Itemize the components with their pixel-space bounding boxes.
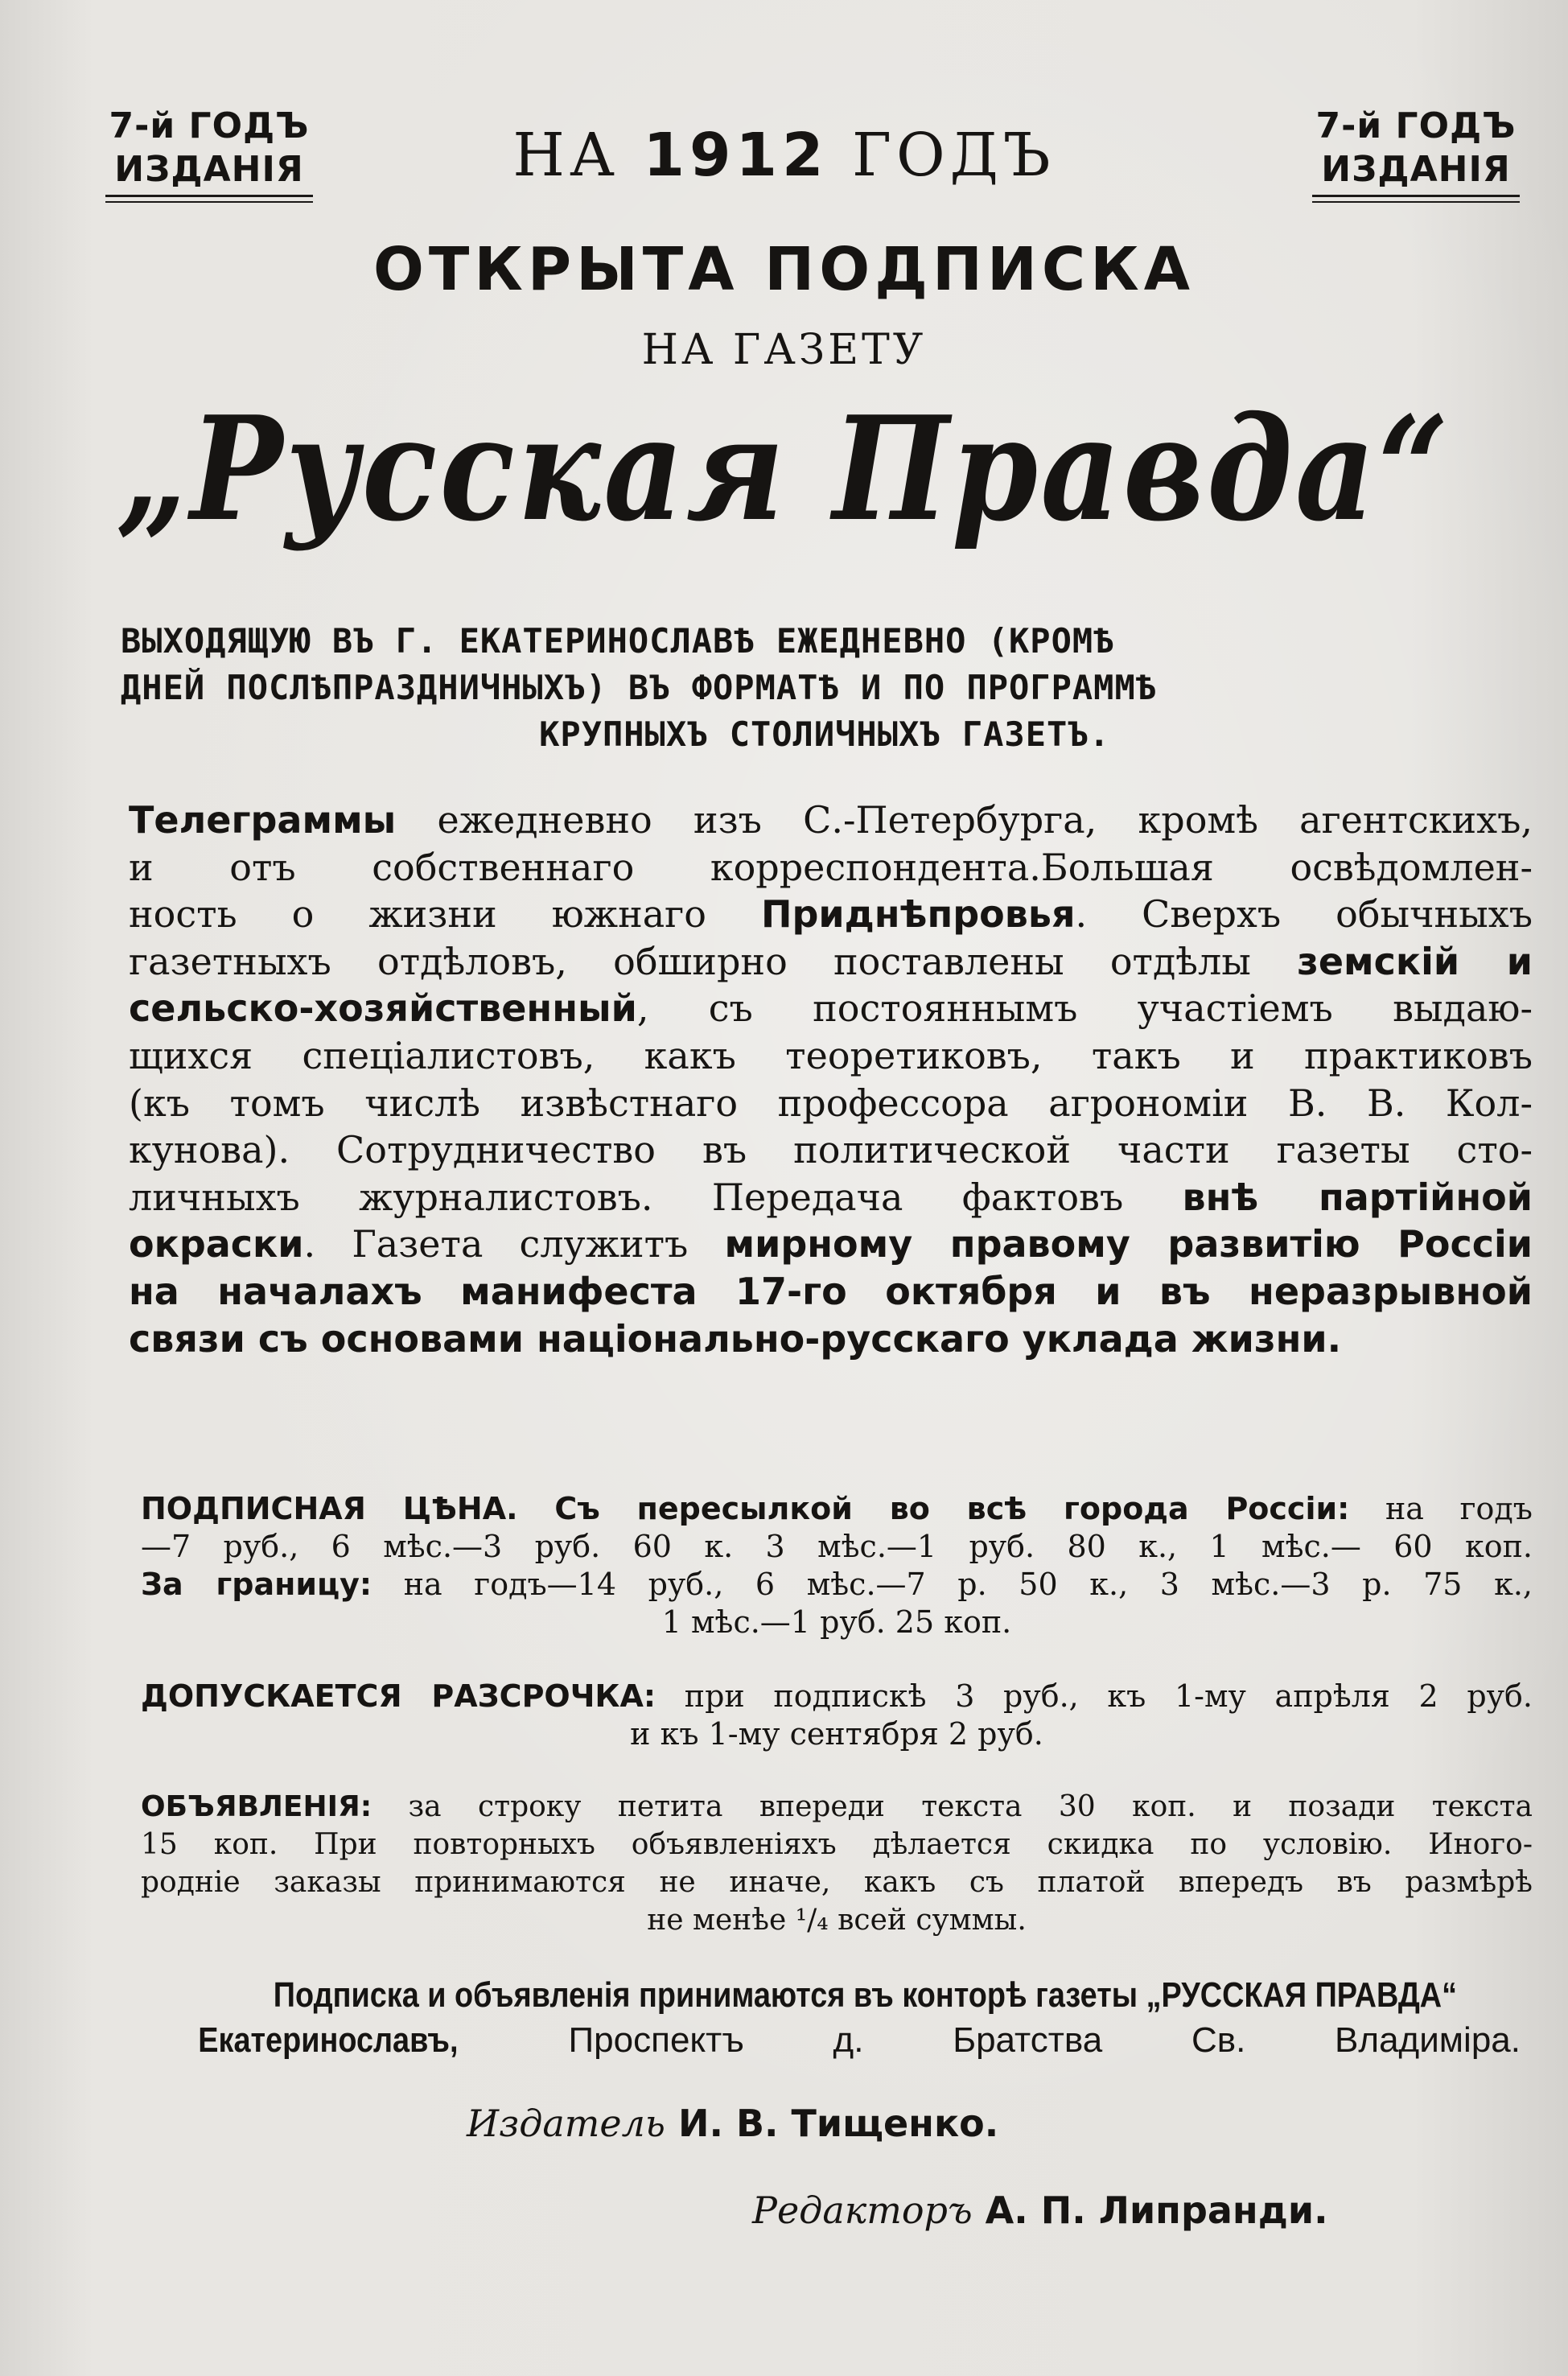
- installment-heading: ДОПУСКАЕТСЯ РАЗСРОЧКА:: [141, 1678, 656, 1714]
- accept-notice: [177, 1973, 1521, 2063]
- accept-line: [177, 1973, 1521, 2018]
- body-line: связи съ основами національно-русскаго уклада жизни.: [129, 1316, 1342, 1361]
- body-line: [129, 938, 1533, 986]
- price-heading: ПОДПИСНАЯ ЦѢНА.: [141, 1491, 518, 1526]
- body-span: личныхъ журналистовъ. Передача фактовъ: [129, 1175, 1183, 1219]
- body-line: [129, 1221, 1533, 1268]
- body-line: [129, 1174, 1533, 1221]
- body-line: (къ томъ числѣ извѣстнаго профессора агрономіи В. В. Кол-: [129, 1081, 1533, 1125]
- intro-line: КРУПНЫХЪ СТОЛИЧНЫХЪ ГАЗЕТЪ.: [539, 714, 1110, 754]
- body-line: кунова). Сотрудничество въ политической части газеты сто-: [129, 1128, 1533, 1172]
- body-bold: окраски: [129, 1222, 304, 1266]
- price-abroad-heading: За границу:: [141, 1567, 372, 1602]
- price-line: 1 мѣс.—1 руб. 25 коп.: [661, 1604, 1012, 1640]
- ads-line: [141, 1788, 1533, 1826]
- price-line: [141, 1490, 1533, 1528]
- price-line: [141, 1566, 1533, 1604]
- edition-rule: [105, 201, 313, 203]
- accept-text: Подписка и объявленія принимаются въ конторѣ газеты „РУССКАЯ ПРАВДА“: [273, 1975, 1458, 2015]
- edition-rule: [105, 195, 313, 197]
- editor-role: Редакторъ: [752, 2189, 973, 2232]
- edition-year-right-line1: 7-й ГОДЪ: [1315, 105, 1517, 146]
- body-span: . Газета служитъ: [303, 1222, 725, 1266]
- intro-line: ДНЕЙ ПОСЛѢПРАЗДНИЧНЫХЪ) ВЪ ФОРМАТѢ И ПО ПРОГРАММѢ: [121, 668, 1158, 707]
- price-span: на годъ: [1349, 1491, 1533, 1526]
- body-line: [129, 797, 1533, 844]
- body-span: газетныхъ отдѣловъ, обширно поставлены отдѣлы: [129, 939, 1298, 983]
- body-line: щихся спеціалистовъ, какъ теоретиковъ, такъ и практиковъ: [129, 1033, 1533, 1077]
- year-suffix: ГОДЪ: [851, 121, 1056, 190]
- ads-line: родніе заказы принимаются не иначе, какъ съ платой впередъ въ размѣрѣ: [141, 1866, 1533, 1899]
- edition-year-left-line1: 7-й ГОДЪ: [109, 105, 310, 146]
- body-line: [129, 985, 1533, 1032]
- newspaper-title: „Русская Правда“: [116, 385, 1452, 553]
- editor-signature: [752, 2189, 1328, 2232]
- installment-span: при подпискѣ 3 руб., къ 1-му апрѣля 2 руб.: [656, 1678, 1533, 1714]
- ads-heading: ОБЪЯВЛЕНІЯ:: [141, 1790, 372, 1823]
- body-line: [129, 844, 1533, 892]
- price-span: на годъ—14 руб., 6 мѣс.—7 р. 50 к., 3 мѣс.—3 р. 75 к.,: [372, 1567, 1533, 1602]
- installment-line: и къ 1-му сентября 2 руб.: [630, 1716, 1043, 1752]
- edition-year-right-line2: ИЗДАНІЯ: [1321, 149, 1511, 190]
- accept-line: [177, 2018, 1521, 2063]
- edition-rule: [1312, 201, 1520, 203]
- intro-line: ВЫХОДЯЩУЮ ВЪ Г. ЕКАТЕРИНОСЛАВѢ ЕЖЕДНЕВНО (КРОМѢ: [121, 621, 1115, 661]
- edition-rule: [1312, 195, 1520, 197]
- body-span: Большая освѣдомлен-: [1040, 845, 1533, 889]
- accept-address: Проспектъ д. Братства Св. Владиміра.: [479, 2020, 1521, 2060]
- body-span: ность о жизни южнаго: [129, 892, 761, 937]
- year-prefix: НА: [512, 121, 619, 190]
- editor-name: А. П. Липранди.: [972, 2189, 1328, 2232]
- year-number: 1912: [643, 121, 829, 190]
- edition-year-left-line2: ИЗДАНІЯ: [114, 149, 304, 190]
- body-span: . Сверхъ обычныхъ: [1075, 892, 1533, 937]
- subscription-heading: ОТКРЫТА ПОДПИСКА: [373, 235, 1195, 304]
- body-bold: внѣ партійной: [1182, 1175, 1533, 1219]
- body-bold: мирному правому развитію Россіи: [724, 1222, 1533, 1266]
- installment-line: [141, 1678, 1533, 1715]
- ads-span: за строку петита впереди текста 30 коп. и позади текста: [372, 1790, 1533, 1823]
- body-bold: земскій и: [1297, 939, 1533, 983]
- publisher-role: Издатель: [467, 2102, 665, 2145]
- body-span: и отъ собственнаго корреспондента.: [129, 845, 1041, 889]
- body-span: ежедневно изъ С.-Петербурга, кромѣ агентскихъ,: [396, 798, 1533, 842]
- ads-line: 15 коп. При повторныхъ объявленіяхъ дѣлается скидка по условію. Иного-: [141, 1828, 1533, 1861]
- subscription-price: [141, 1490, 1533, 1641]
- body-line: [129, 891, 1533, 938]
- publisher-name: И. В. Тищенко.: [665, 2102, 999, 2145]
- advertising-terms: [141, 1788, 1533, 1939]
- body-line: на началахъ манифеста 17-го октября и въ неразрывной: [129, 1269, 1533, 1313]
- publisher-signature: [467, 2102, 998, 2145]
- installment-terms: [141, 1678, 1533, 1753]
- price-span: Съ пересылкой во всѣ города Россіи:: [517, 1491, 1350, 1526]
- year-heading: [0, 121, 1568, 190]
- price-line: —7 руб., 6 мѣс.—3 руб. 60 к. 3 мѣс.—1 руб. 80 к., 1 мѣс.— 60 коп.: [141, 1529, 1533, 1564]
- body-span: , съ постояннымъ участіемъ выдаю-: [636, 986, 1533, 1031]
- body-paragraph: [129, 797, 1533, 1362]
- accept-city: Екатеринославъ,: [198, 2020, 459, 2060]
- ads-line: не менѣе ¹/₄ всей суммы.: [647, 1904, 1027, 1937]
- body-bold: Телеграммы: [129, 798, 397, 842]
- intro-text: [121, 618, 1529, 758]
- body-bold: сельско-хозяйственный: [129, 986, 637, 1031]
- on-paper-label: НА ГАЗЕТУ: [641, 326, 927, 374]
- body-bold: Приднѣпровья: [761, 892, 1076, 937]
